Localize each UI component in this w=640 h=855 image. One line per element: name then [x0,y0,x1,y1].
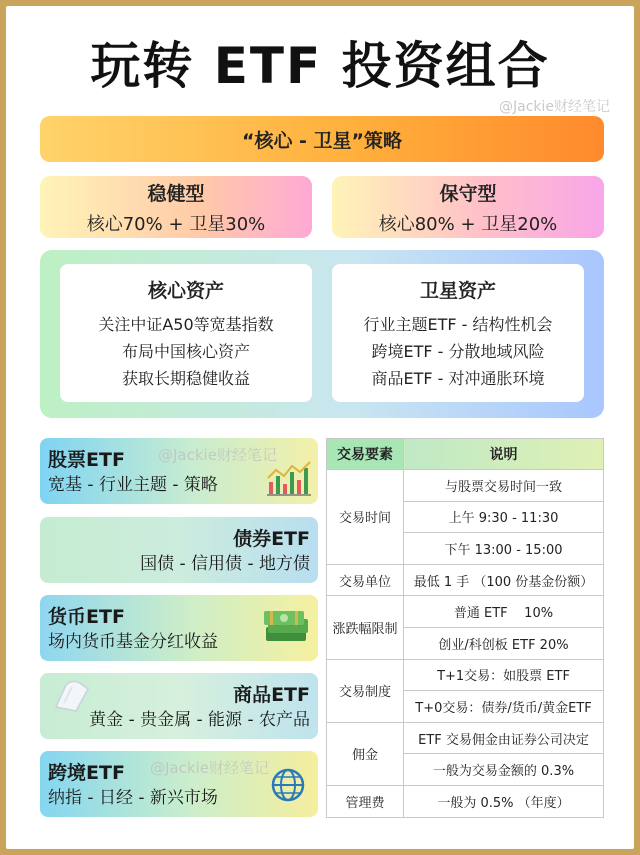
satellite-asset-title: 卫星资产 [419,280,496,302]
etf-title: 货币ETF [48,606,125,628]
table-row [327,470,604,502]
row-value: ETF 交易佣金由证券公司决定 [404,722,604,754]
profile-ratio: 核心70% + 卫星30% [86,213,266,235]
etf-card-bond [40,517,318,583]
row-value: 一般为交易金额的 0.3% [404,754,604,786]
table-row [327,564,604,596]
row-value: 下午 13:00 - 15:00 [404,533,604,565]
row-label: 交易制度 [327,659,404,722]
etf-desc: 纳指 - 日经 - 新兴市场 [48,788,218,808]
core-asset-title: 核心资产 [147,280,224,302]
profile-name: 保守型 [439,182,497,205]
satellite-asset-line: 跨境ETF - 分散地域风险 [371,342,545,361]
core-asset-line: 关注中证A50等宽基指数 [98,315,274,334]
row-label: 涨跌幅限制 [327,596,404,659]
etf-title: 股票ETF [48,449,125,471]
stock-chart-icon [266,460,312,498]
table-row [327,596,604,628]
profile-steady [40,176,312,238]
profile-name: 稳健型 [147,182,205,205]
etf-desc: 黄金 - 贵金属 - 能源 - 农产品 [89,710,310,730]
row-value: 上午 9:30 - 11:30 [404,501,604,533]
satellite-asset-line: 商品ETF - 对冲通胀环境 [371,369,545,388]
etf-desc: 宽基 - 行业主题 - 策略 [48,475,218,495]
trade-rules-table [326,438,604,818]
row-value: 普通 ETF 10% [404,596,604,628]
row-value: T+0交易：债券/货币/黄金ETF [404,691,604,723]
globe-icon [270,767,306,803]
table-header: 说明 [404,439,604,470]
table-row [327,785,604,817]
core-asset-card [60,264,312,402]
row-label: 交易单位 [327,564,404,596]
watermark: @Jackie财经笔记 [498,99,610,115]
satellite-asset-line: 行业主题ETF - 结构性机会 [363,315,553,334]
etf-title: 商品ETF [233,684,310,706]
row-value: 与股票交易时间一致 [404,470,604,502]
satellite-asset-card [332,264,584,402]
card-watermark: @Jackie财经笔记 [158,446,277,464]
row-value: T+1交易：如股票 ETF [404,659,604,691]
row-value: 最低 1 手 （100 份基金份额） [404,564,604,596]
row-value: 一般为 0.5% （年度） [404,785,604,817]
table-row [327,659,604,691]
asset-panel [40,250,604,418]
etf-card-money [40,595,318,661]
money-stack-icon [262,605,312,645]
page-title: 玩转 ETF 投资组合 [90,37,550,95]
etf-desc: 国债 - 信用债 - 地方债 [140,554,310,574]
etf-desc: 场内货币基金分红收益 [48,632,218,652]
commodity-icon [50,677,94,713]
table-header: 交易要素 [327,439,404,470]
profile-conservative [332,176,604,238]
table-header-row [327,439,604,470]
etf-card-cross-border [40,751,318,817]
profile-ratio: 核心80% + 卫星20% [378,213,558,235]
row-value: 创业/科创板 ETF 20% [404,627,604,659]
card-watermark: @Jackie财经笔记 [150,759,269,777]
etf-card-commodity [40,673,318,739]
row-label: 管理费 [327,785,404,817]
core-asset-line: 布局中国核心资产 [121,342,250,361]
etf-title: 跨境ETF [48,762,125,784]
core-asset-line: 获取长期稳健收益 [121,369,250,388]
row-label: 交易时间 [327,470,404,565]
etf-card-stock [40,438,318,504]
strategy-banner: “核心 - 卫星”策略 [40,116,604,162]
table-row [327,722,604,754]
row-label: 佣金 [327,722,404,785]
etf-title: 债券ETF [233,528,310,550]
